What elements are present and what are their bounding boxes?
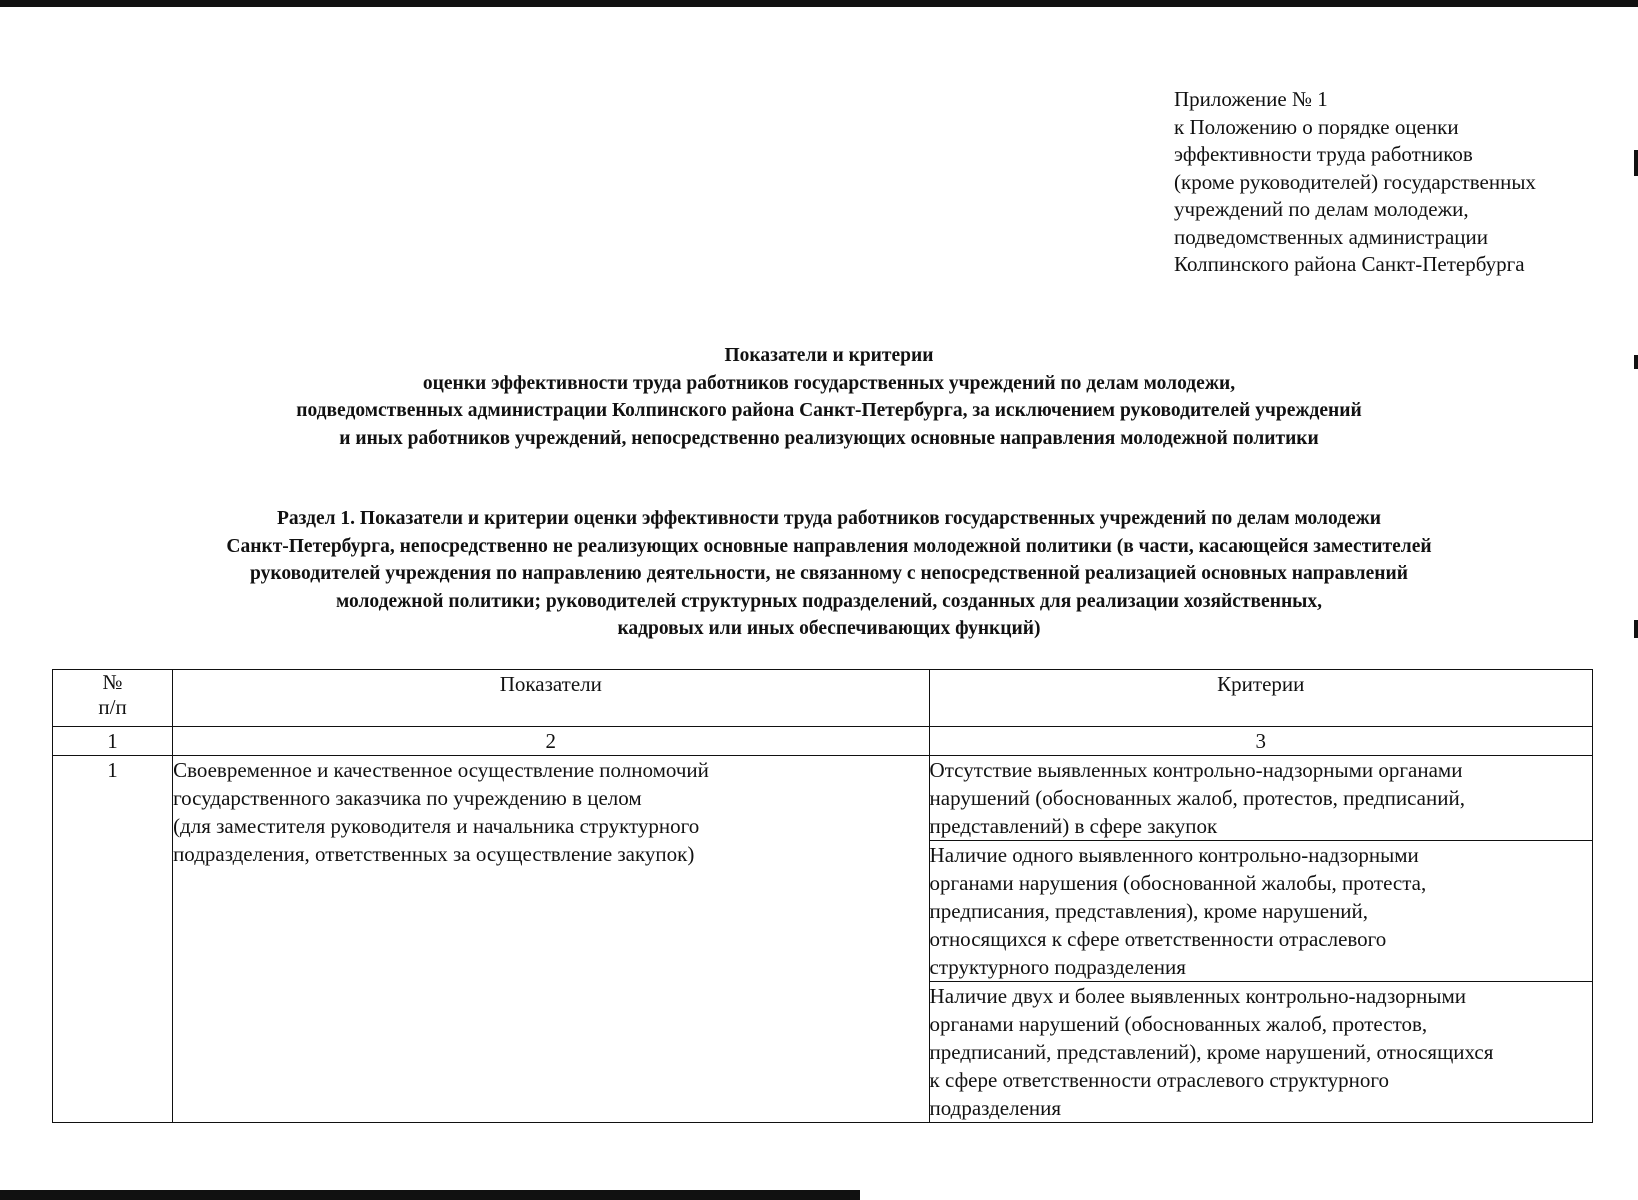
appendix-line: подведомственных администрации [1174, 224, 1488, 249]
criterion-line: нарушений (обоснованных жалоб, протестов, предписаний, [929, 786, 1465, 810]
criteria-table [52, 669, 1593, 1123]
criterion-line: представлений) в сфере закупок [929, 814, 1218, 838]
document-title [40, 342, 1618, 452]
appendix-line: Колпинского района Санкт-Петербурга [1174, 252, 1525, 276]
header-number-abbr: п/п [98, 695, 127, 719]
column-number: 1 [53, 727, 173, 756]
criterion-line: предписаний, представлений), кроме нарушений, относящихся [929, 1040, 1494, 1064]
criterion-line: к сфере ответственности отраслевого структурного [929, 1068, 1389, 1092]
appendix-note [1174, 86, 1614, 279]
header-criteria: Критерии [929, 670, 1592, 727]
section-line: молодежной политики; руководителей структурных подразделений, созданных для реализации хозяйственных, [335, 590, 1323, 612]
criterion-line: органами нарушения (обоснованной жалобы, протеста, [929, 871, 1427, 895]
criterion-line: подразделения [929, 1096, 1062, 1120]
column-number: 3 [929, 727, 1592, 756]
header-row-number [53, 670, 173, 727]
indicator-line: Своевременное и качественное осуществление полномочий [173, 758, 709, 782]
column-number: 2 [173, 727, 929, 756]
appendix-line: (кроме руководителей) государственных [1174, 169, 1536, 194]
criterion-line: структурного подразделения [929, 955, 1186, 979]
section-line: кадровых или иных обеспечивающих функций) [617, 618, 1041, 639]
criterion-line: Отсутствие выявленных контрольно-надзорными органами [929, 758, 1463, 782]
column-number-row [53, 727, 1593, 756]
criterion-line: относящихся к сфере ответственности отраслевого [929, 927, 1387, 951]
indicator-line: государственного заказчика по учреждению в целом [173, 786, 642, 810]
table-row [53, 756, 1593, 841]
header-number-sign: № [102, 670, 123, 694]
section-heading [40, 505, 1618, 643]
title-line: подведомственных администрации Колпинского района Санкт-Петербурга, за исключением руководителей учреждений [296, 400, 1362, 421]
indicator-line: подразделения, ответственных за осуществление закупок) [173, 842, 695, 866]
scan-mark-right [1634, 150, 1638, 176]
criterion-line: Наличие одного выявленного контрольно-надзорными [929, 843, 1419, 867]
criterion-cell [929, 982, 1592, 1123]
section-line: Санкт-Петербурга, непосредственно не реализующих основные направления молодежной политики (в части, касающейся заместителей [226, 535, 1432, 557]
scan-border-top [0, 0, 1638, 7]
scan-border-bottom [0, 1190, 860, 1200]
section-line: руководителей учреждения по направлению деятельности, не связанному с непосредственной реализацией основных направлений [250, 563, 1408, 584]
appendix-line: к Положению о порядке оценки [1174, 114, 1459, 139]
criterion-line: органами нарушений (обоснованных жалоб, протестов, [929, 1012, 1428, 1036]
appendix-line: эффективности труда работников [1174, 142, 1473, 166]
criterion-cell [929, 756, 1592, 841]
scan-mark-right [1634, 620, 1638, 638]
row-number: 1 [53, 756, 173, 1123]
table-header-row [53, 670, 1593, 727]
scan-mark-right [1634, 355, 1638, 369]
criterion-line: предписания, представления), кроме нарушений, [929, 899, 1369, 923]
section-line: Раздел 1. Показатели и критерии оценки эффективности труда работников государственных учреждений по делам молодежи [276, 508, 1382, 529]
criterion-cell [929, 841, 1592, 982]
title-line: оценки эффективности труда работников государственных учреждений по делам молодежи, [422, 372, 1236, 394]
title-line: и иных работников учреждений, непосредственно реализующих основные направления молодежной политики [339, 427, 1319, 449]
appendix-line: Приложение № 1 [1174, 87, 1328, 111]
criterion-line: Наличие двух и более выявленных контрольно-надзорными [929, 984, 1467, 1008]
header-indicators: Показатели [173, 670, 929, 727]
title-line: Показатели и критерии [724, 345, 934, 366]
indicator-line: (для заместителя руководителя и начальника структурного [173, 814, 700, 838]
appendix-line: учреждений по делам молодежи, [1174, 197, 1469, 221]
indicator-cell [173, 756, 929, 1123]
